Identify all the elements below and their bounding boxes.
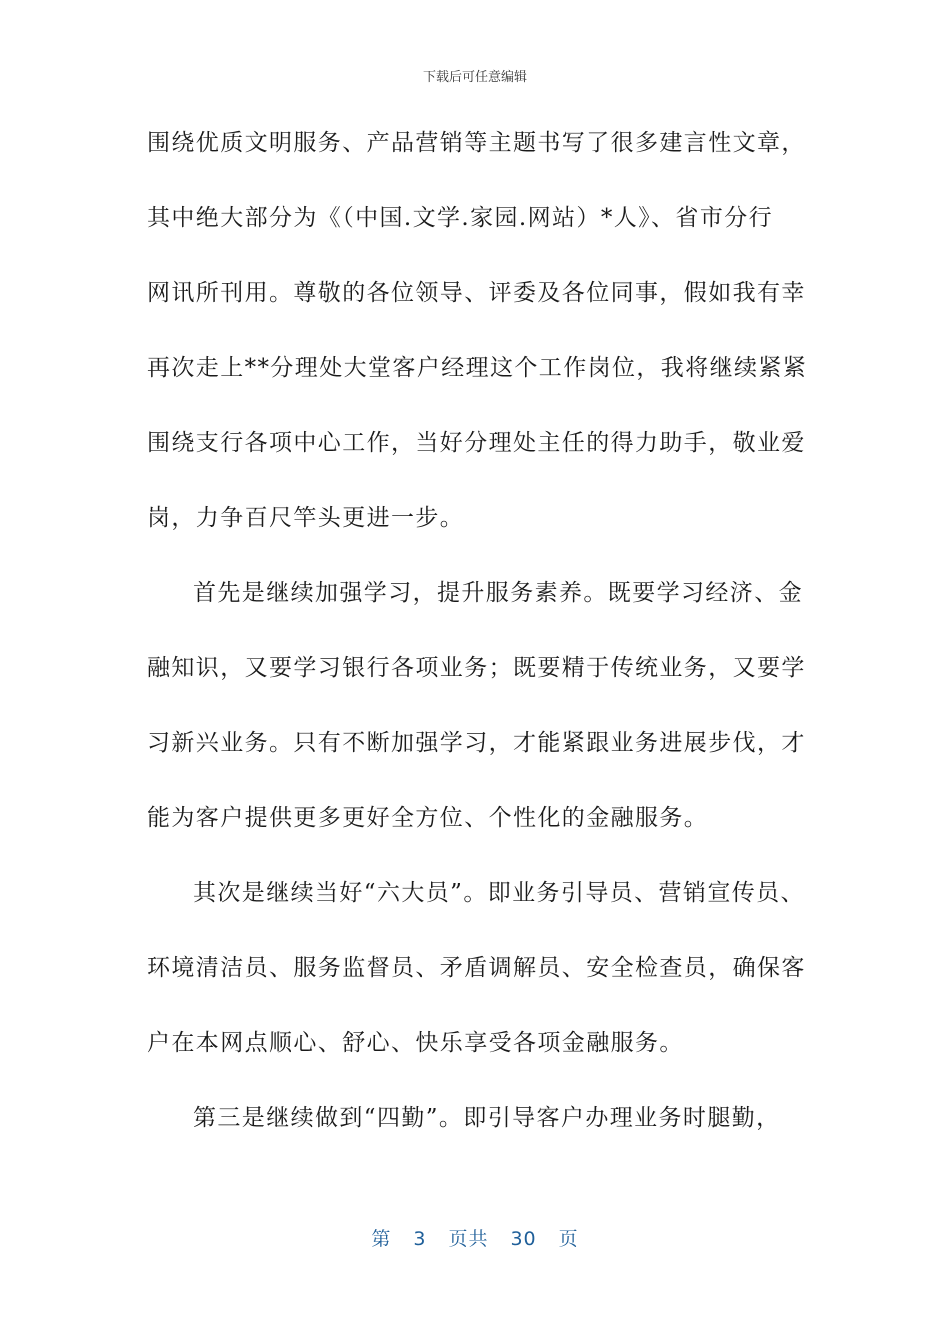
- paragraph-line: 能为客户提供更多更好全方位、个性化的金融服务。: [147, 805, 709, 831]
- footer-middle: 页共: [448, 1228, 489, 1250]
- paragraph-line: 围绕支行各项中心工作，当好分理处主任的得力助手，敬业爱: [147, 430, 806, 456]
- total-page-count: 30: [510, 1228, 537, 1250]
- paragraph-line: 融知识，又要学习银行各项业务；既要精于传统业务，又要学: [147, 655, 806, 681]
- footer-prefix: 第: [371, 1228, 392, 1250]
- current-page-number: 3: [413, 1228, 427, 1250]
- paragraph-line: 网讯所刊用。尊敬的各位领导、评委及各位同事，假如我有幸: [147, 280, 806, 306]
- paragraph-line: 再次走上**分理处大堂客户经理这个工作岗位，我将继续紧紧: [147, 355, 808, 381]
- paragraph-line: 环境清洁员、服务监督员、矛盾调解员、安全检查员，确保客: [147, 955, 806, 981]
- paragraph-line: 其中绝大部分为《（中国.文学.家园.网站）*人》、省市分行: [147, 205, 774, 231]
- paragraph-line: 围绕优质文明服务、产品营销等主题书写了很多建言性文章，: [147, 130, 806, 156]
- paragraph-line: 第三是继续做到“四勤”。即引导客户办理业务时腿勤，: [193, 1105, 781, 1131]
- paragraph-line: 习新兴业务。只有不断加强学习，才能紧跟业务进展步伐，才: [147, 730, 806, 756]
- paragraph-line: 岗，力争百尺竿头更进一步。: [147, 505, 465, 531]
- footer-suffix: 页: [558, 1228, 579, 1250]
- document-body: [147, 118, 827, 1168]
- paragraph-line: 首先是继续加强学习，提升服务素养。既要学习经济、金: [193, 580, 803, 606]
- paragraph-line: 户在本网点顺心、舒心、快乐享受各项金融服务。: [147, 1030, 684, 1056]
- page-number-footer: [0, 1224, 950, 1251]
- page-header-note: 下载后可任意编辑: [422, 70, 527, 85]
- paragraph-line: 其次是继续当好“六大员”。即业务引导员、营销宣传员、: [193, 880, 805, 906]
